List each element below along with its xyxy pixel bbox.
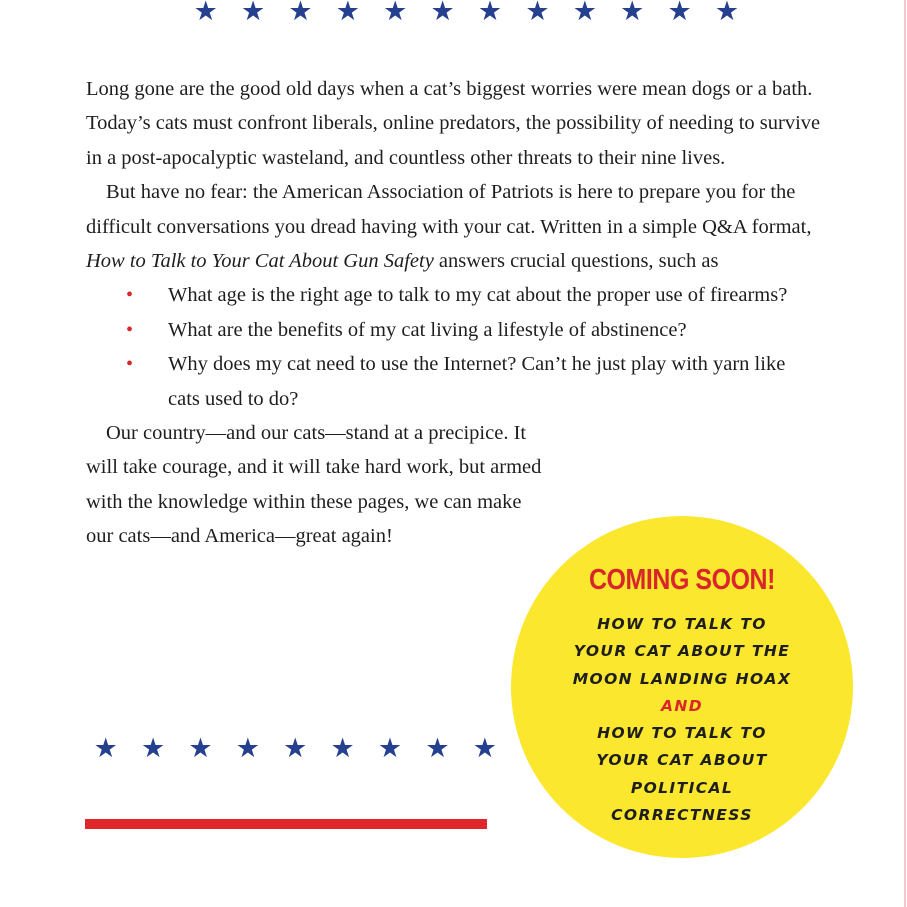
badge-line: CORRECTNESS <box>611 806 753 825</box>
star-icon: ★ <box>477 0 503 27</box>
book-title: How to Talk to Your Cat About Gun Safety <box>86 250 434 273</box>
star-icon: ★ <box>140 733 166 764</box>
badge-line: HOW TO TALK TO <box>597 724 767 743</box>
star-icon: ★ <box>472 733 497 764</box>
red-divider-bar <box>85 819 487 829</box>
bottom-star-border <box>82 735 509 762</box>
star-icon: ★ <box>572 0 597 27</box>
star-icon: ★ <box>93 733 118 764</box>
star-icon: ★ <box>235 733 260 764</box>
star-icon: ★ <box>667 0 692 27</box>
star-icon: ★ <box>288 0 313 27</box>
second-paragraph-lead: But have no fear: the American Association of Patriots is here to prepare you for the difficult conversations you dread having with your cat. Written in a simple Q&A format, <box>86 181 812 238</box>
badge-line: YOUR CAT ABOUT THE <box>573 642 791 661</box>
star-icon: ★ <box>330 733 355 764</box>
star-icon: ★ <box>525 0 550 27</box>
bullet-icon: • <box>126 353 134 376</box>
badge-line: POLITICAL <box>630 778 734 797</box>
star-icon: ★ <box>283 733 308 764</box>
list-item <box>86 278 836 312</box>
star-icon: ★ <box>425 733 450 764</box>
list-item <box>86 313 836 347</box>
list-item-text: What age is the right age to talk to my cat about the proper use of firearms? <box>168 284 788 307</box>
star-icon: ★ <box>193 0 218 27</box>
star-icon: ★ <box>714 0 740 27</box>
star-icon: ★ <box>240 0 266 27</box>
badge-line: HOW TO TALK TO <box>597 615 767 633</box>
closing-paragraph: Our country—and our cats—stand at a precipice. It will take courage, and it will take hard work, but armed with the knowledge within these pages, we can make our cats—and America—great again! <box>86 422 542 548</box>
badge-and-separator: AND <box>660 696 704 715</box>
star-icon: ★ <box>430 0 455 27</box>
badge-line: MOON LANDING HOAX <box>572 669 792 688</box>
list-item-text: What are the benefits of my cat living a lifestyle of abstinence? <box>168 318 687 341</box>
question-list <box>86 278 836 416</box>
badge-title: COMING SOON! <box>588 564 776 596</box>
star-icon: ★ <box>620 0 645 27</box>
second-paragraph <box>86 175 836 278</box>
star-icon: ★ <box>188 733 213 764</box>
second-paragraph-tail: answers crucial questions, such as <box>433 250 719 273</box>
intro-paragraph: Long gone are the good old days when a cat’s biggest worries were mean dogs or a bath. Today’s cats must confront liberals, online predators, the possibility of needing to survive in a post-apocalyptic wasteland, and countless other threats to their nine lives. <box>86 78 821 169</box>
star-icon: ★ <box>383 0 408 27</box>
badge-book-list <box>511 611 853 829</box>
star-icon: ★ <box>377 733 403 764</box>
list-item <box>86 347 836 416</box>
star-icon: ★ <box>335 0 360 27</box>
top-star-border <box>182 0 751 25</box>
description-text <box>86 72 836 554</box>
bullet-icon: • <box>126 318 134 341</box>
list-item-text: Why does my cat need to use the Internet? Can’t he just play with yarn like cats used to do? <box>168 353 786 410</box>
coming-soon-badge <box>511 516 853 858</box>
bullet-icon: • <box>126 284 134 307</box>
badge-line: YOUR CAT ABOUT <box>596 751 768 770</box>
page-edge-line <box>904 0 906 907</box>
